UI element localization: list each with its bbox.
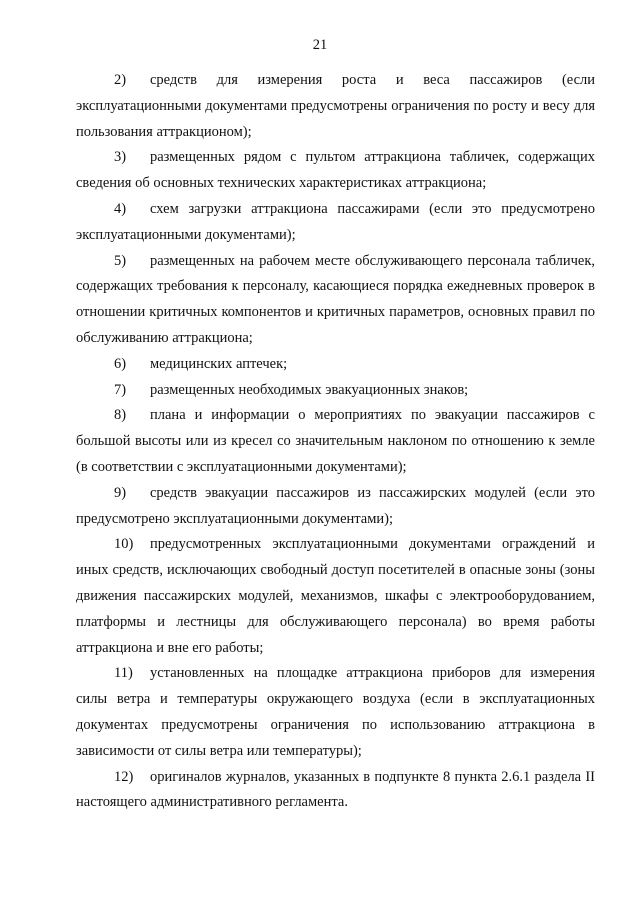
item-text: средств эвакуации пассажиров из пассажирских модулей (если это предусмотрено эксплуатационными документами);	[76, 484, 595, 527]
item-text: установленных на площадке аттракциона приборов для измерения силы ветра и температуры окружающего воздуха (если в эксплуатационных документах предусмотрены ограничения по использованию аттракциона в зависимости от силы ветра или температуры);	[76, 665, 595, 759]
list-item	[76, 378, 595, 404]
item-text: плана и информации о мероприятиях по эвакуации пассажиров с большой высоты или из кресел со значительным наклоном по отношению к земле (в соответствии с эксплуатационными документами);	[76, 407, 595, 475]
list-item	[76, 68, 595, 145]
item-text: схем загрузки аттракциона пассажирами (если это предусмотрено эксплуатационными документами);	[76, 200, 595, 243]
list-item	[76, 403, 595, 480]
item-number: 12)	[114, 768, 134, 785]
item-number: 4)	[114, 200, 127, 217]
item-text: размещенных на рабочем месте обслуживающего персонала табличек, содержащих требования к персоналу, касающиеся порядка ежедневных проверок в отношении критичных компонентов и критичных параметров, основных правил по обслуживанию аттракциона;	[76, 252, 595, 346]
list-items	[76, 68, 595, 816]
list-item	[76, 145, 595, 197]
item-number: 8)	[114, 407, 127, 424]
list-item	[76, 765, 595, 817]
item-number: 2)	[114, 72, 127, 88]
item-number: 3)	[114, 149, 127, 166]
item-number: 11)	[114, 665, 133, 682]
item-text: предусмотренных эксплуатационными документами ограждений и иных средств, исключающих свободный доступ посетителей в опасные зоны (зоны движения пассажирских модулей, механизмов, шкафы с электрооборудованием, платформы и лестницы для обслуживающего персонала) во время работы аттракциона и вне его работы;	[76, 536, 595, 656]
item-text: размещенных необходимых эвакуационных знаков;	[150, 381, 469, 398]
list-item	[76, 197, 595, 249]
list-item	[76, 661, 595, 764]
item-text: оригиналов журналов, указанных в подпункте 8 пункта 2.6.1 раздела II настоящего административного регламента.	[76, 768, 595, 811]
item-text: медицинских аптечек;	[150, 355, 288, 372]
page-number: 21	[312, 37, 328, 53]
item-text: размещенных рядом с пультом аттракциона табличек, содержащих сведения об основных технических характеристиках аттракциона;	[76, 149, 595, 192]
item-number: 9)	[114, 484, 127, 501]
item-number: 6)	[114, 355, 127, 372]
list-item	[76, 249, 595, 352]
item-number: 7)	[114, 381, 127, 398]
item-number: 10)	[114, 536, 134, 553]
item-text: средств для измерения роста и веса пассажиров (если эксплуатационными документами предусмотрены ограничения по росту и весу для пользования аттракционом);	[76, 72, 595, 140]
list-item	[76, 481, 595, 533]
list-item	[76, 532, 595, 661]
item-number: 5)	[114, 252, 127, 269]
list-item	[76, 352, 595, 378]
